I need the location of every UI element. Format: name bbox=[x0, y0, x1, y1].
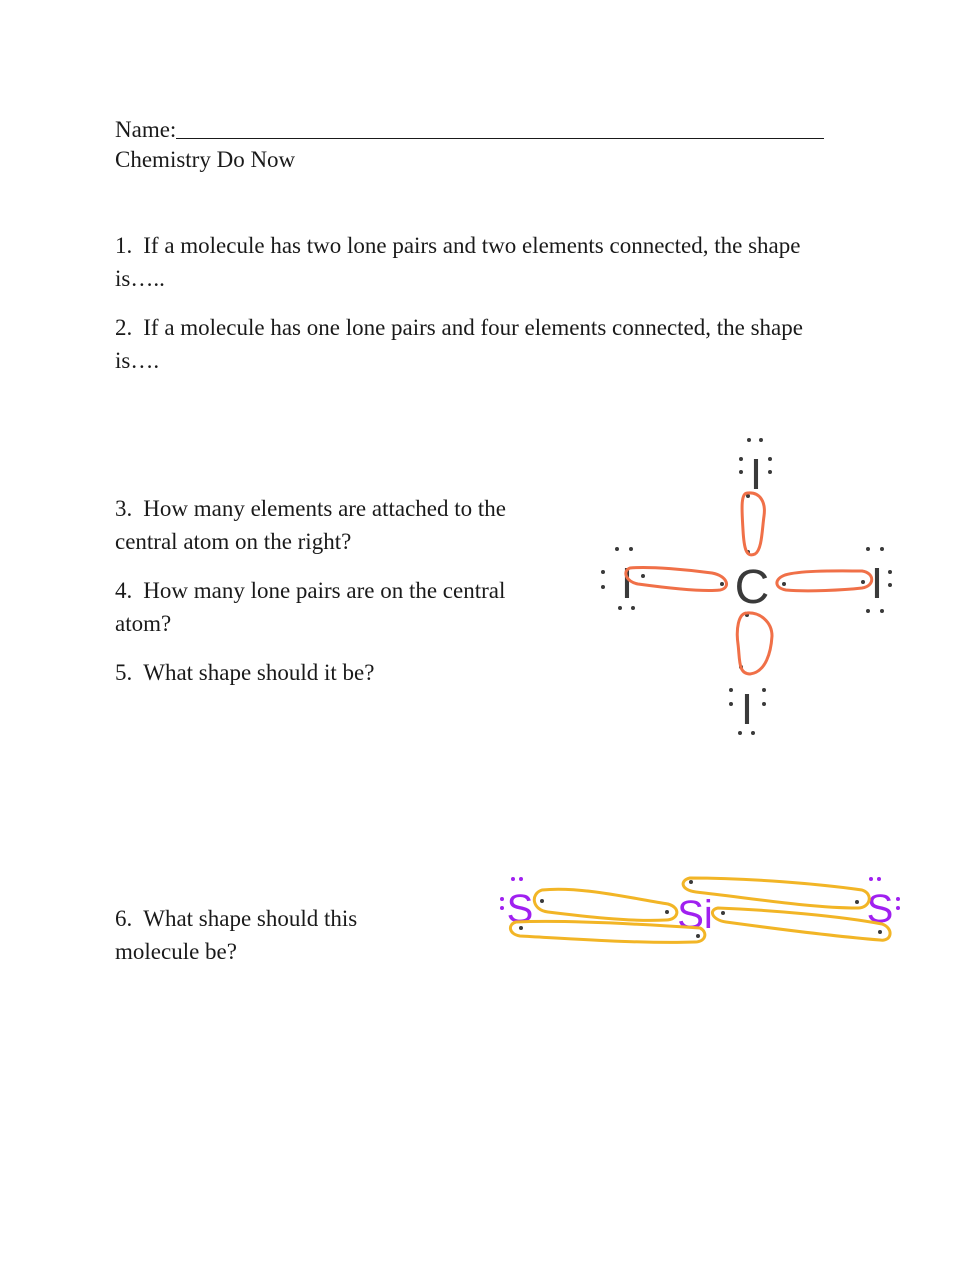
question-text-continued: is…. bbox=[115, 348, 160, 373]
question-number: 2. bbox=[115, 315, 133, 340]
name-field[interactable] bbox=[115, 113, 824, 146]
question-text: What shape should it be? bbox=[143, 660, 375, 685]
name-blank-line[interactable] bbox=[176, 116, 824, 139]
sis2-lewis-diagram bbox=[490, 868, 910, 958]
atom-sulfur-right: S bbox=[866, 887, 894, 931]
ci4-lewis-diagram bbox=[590, 430, 900, 750]
name-label: Name: bbox=[115, 117, 177, 142]
bond-right bbox=[777, 571, 872, 591]
question-6 bbox=[115, 902, 357, 968]
atom-bottom: I bbox=[740, 685, 754, 734]
bond-bottom bbox=[737, 613, 772, 674]
question-2 bbox=[115, 311, 803, 377]
question-5 bbox=[115, 656, 374, 689]
question-text: If a molecule has two lone pairs and two elements connected, the shape bbox=[143, 233, 801, 258]
subtitle: Chemistry Do Now bbox=[115, 147, 296, 172]
bond-left bbox=[626, 567, 727, 590]
question-text: How many lone pairs are on the central bbox=[143, 578, 506, 603]
bond-top bbox=[742, 493, 764, 555]
bond-left-lower bbox=[510, 921, 704, 942]
question-text: If a molecule has one lone pairs and four elements connected, the shape bbox=[143, 315, 803, 340]
question-1 bbox=[115, 229, 800, 295]
question-number: 6. bbox=[115, 906, 133, 931]
bond-left-upper bbox=[534, 889, 677, 920]
atom-sulfur-left: S bbox=[506, 887, 534, 931]
question-text-continued: central atom on the right? bbox=[115, 529, 352, 554]
question-text-continued: atom? bbox=[115, 611, 172, 636]
question-3 bbox=[115, 492, 506, 558]
question-number: 4. bbox=[115, 578, 133, 603]
question-4 bbox=[115, 574, 505, 640]
question-text: What shape should this bbox=[143, 906, 358, 931]
question-text-continued: molecule be? bbox=[115, 939, 237, 964]
question-text-continued: is….. bbox=[115, 266, 165, 291]
bond-right-lower bbox=[712, 908, 890, 940]
atom-silicon-center: Si bbox=[677, 893, 713, 937]
question-number: 5. bbox=[115, 660, 133, 685]
atom-left: I bbox=[620, 559, 634, 608]
question-text: How many elements are attached to the bbox=[143, 496, 506, 521]
question-number: 1. bbox=[115, 233, 133, 258]
atom-center: C bbox=[734, 561, 770, 614]
question-number: 3. bbox=[115, 496, 133, 521]
atom-top: I bbox=[749, 450, 763, 499]
atom-right: I bbox=[870, 559, 884, 608]
